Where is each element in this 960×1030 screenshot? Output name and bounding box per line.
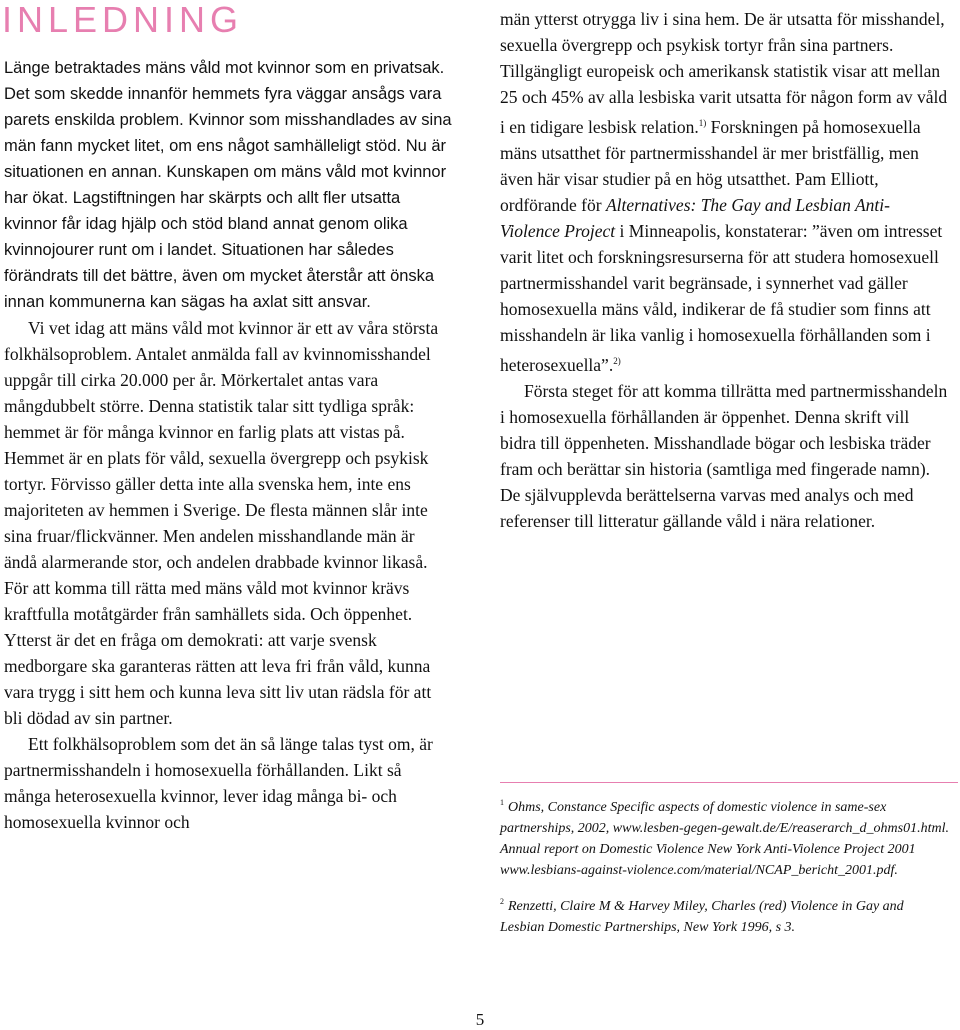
- body-paragraph-openness: Första steget för att komma tillrätta med partnermisshandeln i homosexuella förhållanden är öppenhet. Denna skrift vill bidra till öppenheten. Misshandlade bögar och lesbiska träder fram och berättar sin historia (samtliga med fingerade namn). De självupplevda berättelserna varvas med analys och med referenser till litteratur gällande våld i nära relationer.: [500, 381, 948, 531]
- footnote-ref-1: 1): [698, 118, 707, 128]
- footnote-ref-2: 2): [613, 356, 621, 366]
- paragraph-text: män ytterst otrygga liv i sina hem. De är utsatta för misshandel, sexuella övergrepp och psykisk tortyr från sina partners. Tillgängligt europeisk och amerikansk statistik visar att mellan 25 och 45% av alla lesbiska varit utsatta för någon form av våld i en tidigare lesbisk relation.: [500, 9, 948, 137]
- right-column: [500, 6, 948, 534]
- body-paragraph-continued: [500, 6, 948, 378]
- left-column: [4, 55, 452, 835]
- footnotes: [500, 792, 950, 948]
- organization-title: Alternatives: The Gay and Lesbian Anti-Violence Project: [500, 195, 890, 241]
- paragraph-text: Forskningen på homosexuella mäns utsatthet för partnermisshandel är mer bristfällig, men även här visar studier på en hög utsatthet. Pam Elliott, ordförande för: [500, 117, 921, 215]
- footnote-text: Ohms, Constance Specific aspects of domestic violence in same-sex partnerships, 2002, www.lesben-gegen-gewalt.de/E/reaserarch_d_ohms01.html. Annual report on Domestic Violence New York Anti-Violence Project 2001 www.lesbians-against-violence.com/material/NCAP_bericht_2001.pdf.: [500, 800, 949, 878]
- footnote-1: [500, 792, 950, 881]
- body-paragraph-partner-abuse: Ett folkhälsoproblem som det än så länge talas tyst om, är partnermisshandeln i homosexuella förhållanden. Likt så många heterosexuella kvinnor, lever idag många bi- och homosexuella kvinnor och: [4, 734, 433, 832]
- intro-paragraph: Länge betraktades mäns våld mot kvinnor som en privatsak. Det som skedde innanför hemmets fyra väggar ansågs vara parets enskilda problem. Kvinnor som misshandlades av sina män fann mycket litet, om ens något samhälleligt stöd. Nu är situationen en annan. Kunskapen om mäns våld mot kvinnor har ökat. Lagstiftningen har skärpts och allt fler utsatta kvinnor får idag hjälp och stöd bland annat genom olika kvinnojourer runt om i landet. Situationen har således förändrats till det bättre, även om mycket återstår att önska innan kommunerna kan sägas ha axlat sitt ansvar.: [4, 59, 452, 311]
- footnote-text: Renzetti, Claire M & Harvey Miley, Charles (red) Violence in Gay and Lesbian Domestic Partnerships, New York 1996, s 3.: [500, 899, 904, 935]
- page-number: 5: [475, 1010, 485, 1029]
- paragraph-text: i Minneapolis, konstaterar: ”även om intresset varit litet och forskningsresurserna för att studera homosexuell partnermisshandel varit begränsade, i synnerhet vad gäller homosexuella mäns våld, indikerar de få studier som finns att misshandeln är lika vanlig i homosexuella förhållanden som i heterosexuella”.: [500, 221, 943, 375]
- footnote-number: 2: [500, 897, 504, 906]
- footnote-divider: [500, 782, 958, 783]
- body-paragraph-public-health: Vi vet idag att mäns våld mot kvinnor är ett av våra största folkhälsoproblem. Antalet anmälda fall av kvinnomisshandel uppgår till cirka 20.000 per år. Mörkertalet antas vara mångdubbelt större. Denna statistik talar sitt tydliga språk: hemmet är för många kvinnor en farlig plats att vistas på. Hemmet är en plats för våld, sexuella övergrepp och psykisk tortyr. Förvisso gäller detta inte alla svenska hem, inte ens majoriteten av hemmen i Sverige. De flesta männen slår inte sina fruar/flickvänner. Men andelen misshandlande män är ändå alarmerande stor, och andelen drabbade kvinnor likaså. För att komma till rätta med mäns våld mot kvinnor krävs kraftfulla motåtgärder från samhällets sida. Och öppenhet. Ytterst är det en fråga om demokrati: att varje svensk medborgare ska garanteras rätten att leva fri från våld, kunna vara trygg i sitt hem och kunna leva sitt liv utan rädsla för att bli dödad av sin partner.: [4, 318, 439, 728]
- footnote-2: [500, 891, 950, 938]
- footnote-number: 1: [500, 798, 504, 807]
- chapter-heading: INLEDNING: [2, 0, 244, 40]
